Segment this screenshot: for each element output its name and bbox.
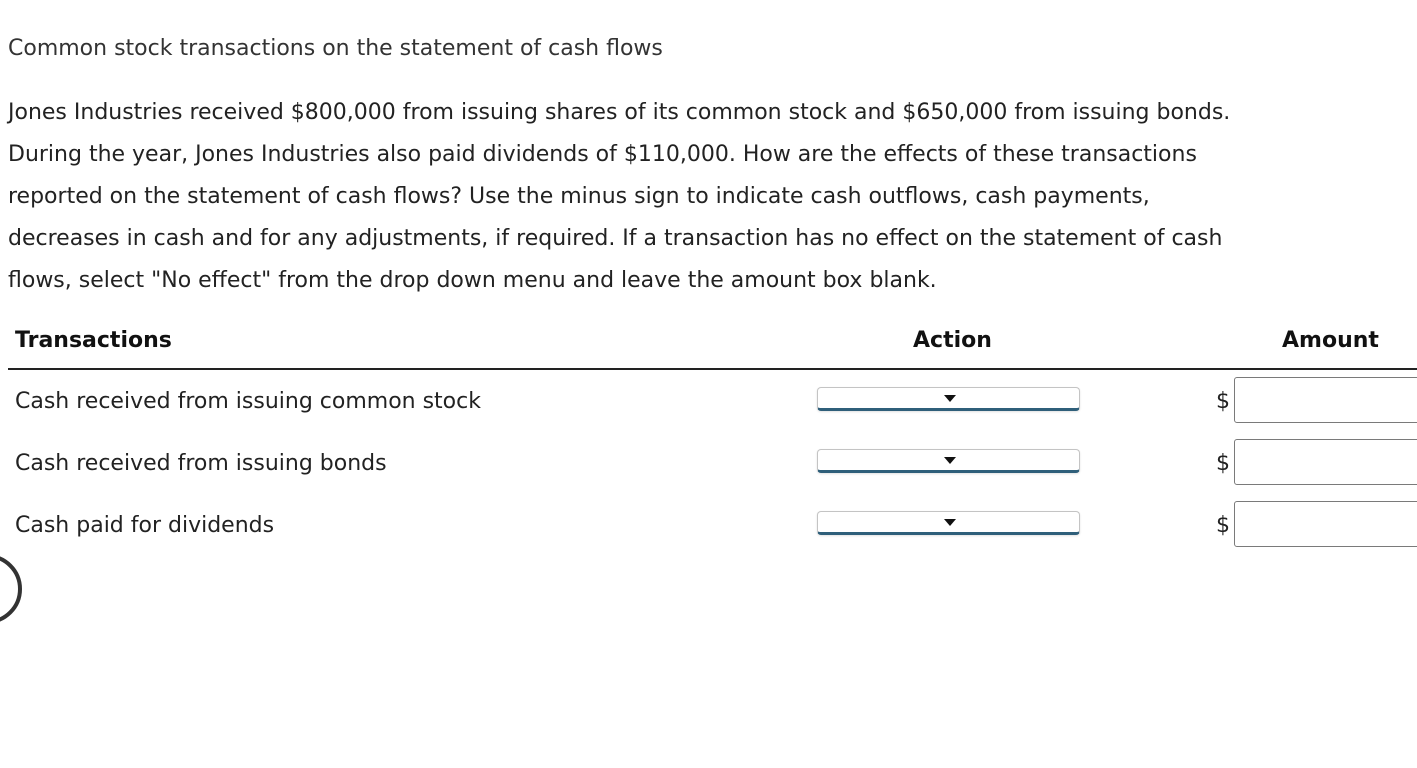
instruction-line: reported on the statement of cash flows? Use the minus sign to indicate cash outflows, cash payments, [8, 184, 1150, 209]
instructions-text [8, 92, 1408, 302]
action-dropdown-common-stock[interactable] [817, 387, 1080, 411]
caret-down-icon [944, 395, 956, 402]
transaction-label-common-stock: Cash received from issuing common stock [15, 389, 481, 414]
instruction-line: Jones Industries received $800,000 from issuing shares of its common stock and $650,000 from issuing bonds. [8, 100, 1231, 125]
header-divider [8, 368, 1417, 370]
currency-symbol: $ [1216, 451, 1230, 476]
instruction-line: flows, select "No effect" from the drop down menu and leave the amount box blank. [8, 268, 937, 293]
action-dropdown-bonds[interactable] [817, 449, 1080, 473]
transaction-label-bonds: Cash received from issuing bonds [15, 451, 387, 476]
loading-arc-icon [0, 554, 22, 624]
column-header-transactions: Transactions [15, 328, 172, 353]
caret-down-icon [944, 457, 956, 464]
instruction-line: During the year, Jones Industries also paid dividends of $110,000. How are the effects of these transactions [8, 142, 1197, 167]
page-title: Common stock transactions on the statement of cash flows [8, 36, 663, 61]
column-header-action: Action [913, 328, 992, 353]
currency-symbol: $ [1216, 513, 1230, 538]
currency-symbol: $ [1216, 389, 1230, 414]
amount-input-bonds[interactable] [1234, 439, 1417, 485]
action-dropdown-dividends[interactable] [817, 511, 1080, 535]
transaction-label-dividends: Cash paid for dividends [15, 513, 275, 538]
amount-input-dividends[interactable] [1234, 501, 1417, 547]
amount-input-common-stock[interactable] [1234, 377, 1417, 423]
column-header-amount: Amount [1282, 328, 1379, 353]
caret-down-icon [944, 519, 956, 526]
instruction-line: decreases in cash and for any adjustments, if required. If a transaction has no effect on the statement of cash [8, 226, 1223, 251]
